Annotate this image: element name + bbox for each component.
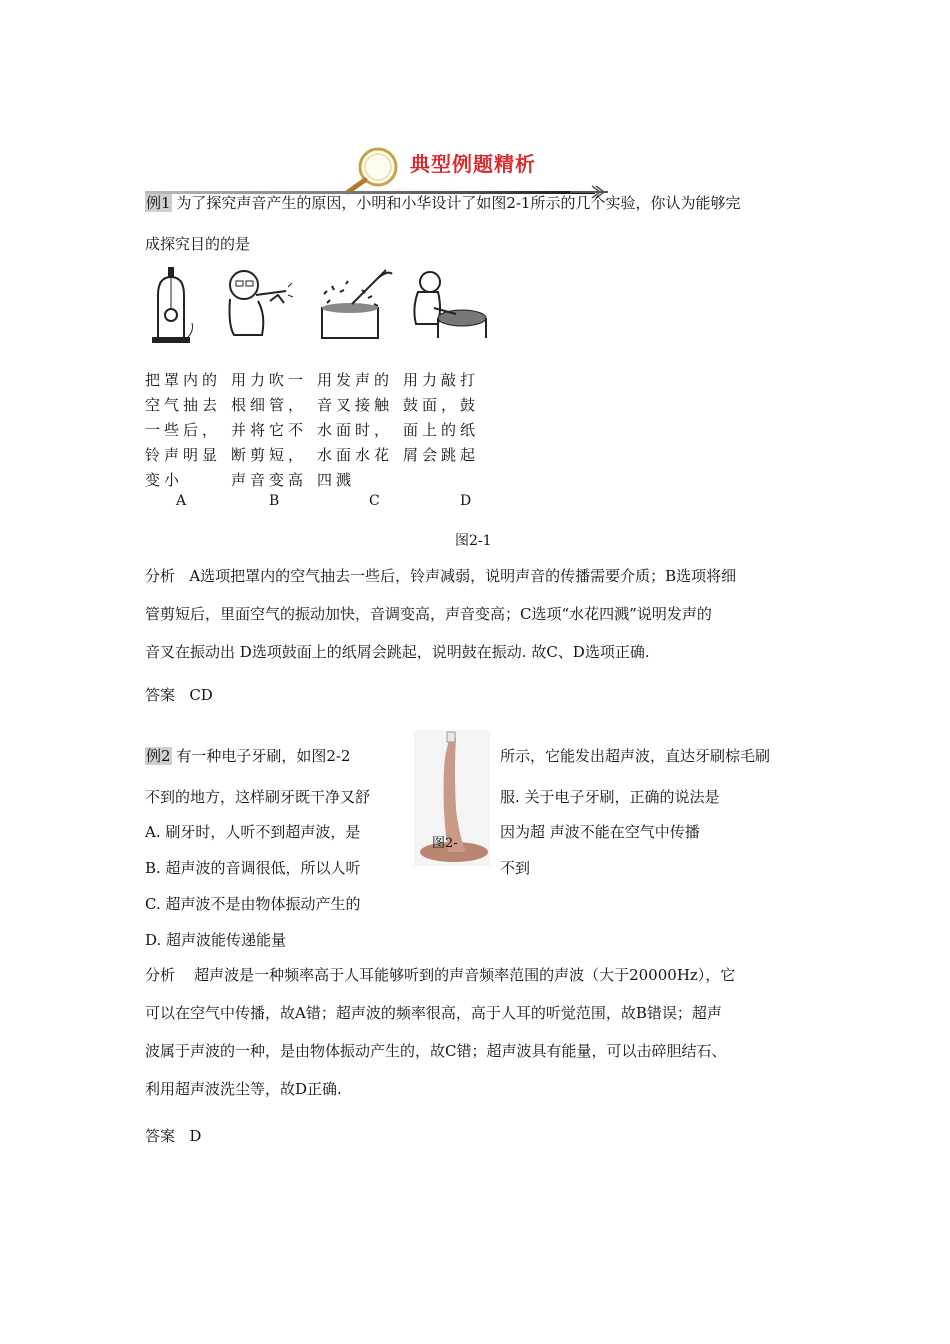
drum-paper-illustration [404, 268, 488, 340]
ex1-question-text: 为了探究声音产生的原因，小明和小华设计了如图2-1所示的几个实验，你认为能够完 [171, 194, 741, 212]
ex1-label: 例1 [146, 194, 171, 212]
ex2-analysis-label: 分析 [145, 966, 176, 984]
ex1-analysis-line-3: 音叉在振动出 D选项鼓面上的纸屑会跳起，说明鼓在振动. 故C、D选项正确. [145, 643, 650, 661]
ex1-question-line2: 成探究目的的是 [145, 235, 251, 253]
ex1-option-a-desc: 把罩内的空气抽去一些后，铃声明显变小 [145, 371, 222, 489]
ex2-analysis-line-1 [145, 956, 807, 994]
ex2-option-a-right: 因为超 声波不能在空气中传播 [500, 823, 700, 841]
ex2-label: 例2 [146, 747, 171, 765]
ex2-answer [145, 1125, 201, 1146]
ex2-analysis [145, 956, 807, 1108]
ex1-analysis-line-2: 管剪短后，里面空气的振动加快，音调变高，声音变高；C选项“水花四溅”说明发声的 [145, 605, 712, 623]
ex2-option-b-right: 不到 [500, 859, 531, 877]
ex2-question-line1-right: 所示，它能发出超声波，直达牙刷棕毛刷 [500, 747, 771, 765]
ex2-question-line2-right: 服. 关于电子牙刷，正确的说法是 [500, 788, 720, 806]
tuning-fork-water-illustration [312, 264, 394, 342]
ex1-analysis-line-1 [145, 557, 807, 595]
ex1-analysis [145, 557, 807, 671]
ex1-analysis-text-1: A选项把罩内的空气抽去一些后，铃声减弱，说明声音的传播需要介质；B选项将细 [189, 567, 737, 585]
ex1-figure-caption: 图2-1 [455, 533, 492, 549]
ex1-answer [145, 684, 213, 705]
person-blowing-tube-illustration [218, 265, 296, 337]
section-title: 典型例题精析 [410, 152, 536, 176]
ex2-analysis-line-3: 波属于声波的一种，是由物体振动产生的，故C错；超声波具有能量，可以击碎胆结石、 [145, 1042, 727, 1060]
ex1-option-a-letter: A [176, 493, 187, 509]
ex2-option-b-left: B. 超声波的音调很低，所以人听 [145, 859, 361, 877]
ex2-question-line2-left: 不到的地方，这样刷牙既干净又舒 [145, 788, 371, 806]
ex1-answer-value: CD [189, 686, 213, 704]
ex1-option-d-letter: D [460, 493, 472, 509]
ex2-answer-label: 答案 [145, 1127, 176, 1145]
ex1-option-b-letter: B [269, 493, 280, 509]
ex1-question-line1 [145, 192, 740, 213]
ex2-option-c: C. 超声波不是由物体振动产生的 [145, 895, 361, 913]
ex2-answer-value: D [189, 1127, 202, 1145]
toothbrush-photo [414, 730, 490, 866]
ex1-option-c-desc: 用发声的音叉接触水面时，水面水花四溅 [317, 371, 394, 489]
ex2-analysis-text-1: 超声波是一种频率高于人耳能够听到的声音频率范围的声波（大于20000Hz），它 [194, 966, 736, 984]
ex1-option-b-desc: 用力吹一根细管，并将它不断剪短，声音变高 [231, 371, 308, 489]
ex1-option-c-letter: C [369, 493, 380, 509]
ex2-question-text: 有一种电子牙刷，如图2-2 [171, 747, 351, 765]
ex2-analysis-line-4: 利用超声波洗尘等，故D正确. [145, 1080, 342, 1098]
ex2-question-line1-left [145, 745, 350, 766]
ex1-analysis-label: 分析 [145, 567, 176, 585]
ex1-answer-label: 答案 [145, 686, 176, 704]
ex2-option-a-left: A. 刷牙时，人听不到超声波，是 [145, 823, 361, 841]
bell-jar-illustration [148, 265, 194, 345]
ex1-option-d-desc: 用力敲打鼓面，鼓面上的纸屑会跳起 [403, 371, 480, 464]
ex2-analysis-line-2: 可以在空气中传播，故A错；超声波的频率很高，高于人耳的听觉范围，故B错误；超声 [145, 1004, 722, 1022]
ex2-option-d: D. 超声波能传递能量 [145, 931, 287, 949]
ex2-figure-caption: 图2- [432, 836, 458, 851]
